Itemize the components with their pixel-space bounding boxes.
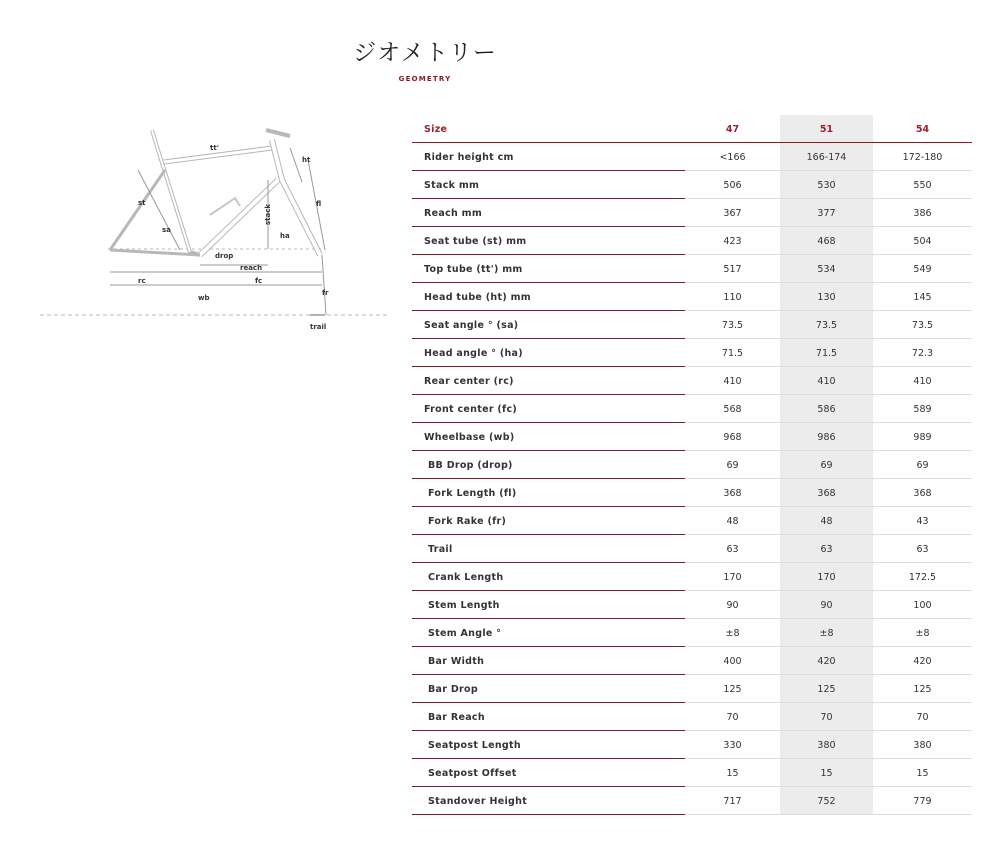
value-size-47: 568: [723, 403, 742, 415]
value-size-54: 43: [916, 515, 929, 527]
diagram-label-reach: reach: [240, 264, 263, 272]
row-label: Wheelbase (wb): [424, 431, 515, 443]
row-label: Seatpost Length: [428, 739, 521, 751]
diagram-label-st: st: [138, 199, 146, 207]
table-row: [412, 591, 972, 619]
table-row: [412, 619, 972, 647]
table-row: [412, 647, 972, 675]
row-label: Reach mm: [424, 207, 483, 219]
geometry-table: [412, 115, 972, 815]
value-size-51: 986: [817, 431, 836, 443]
row-label: BB Drop (drop): [428, 459, 513, 471]
value-size-47: 330: [723, 739, 742, 751]
value-size-51: ±8: [819, 627, 834, 639]
value-size-51: 170: [817, 571, 836, 583]
value-size-54: 70: [916, 711, 929, 723]
value-size-51: 530: [817, 179, 836, 191]
value-size-54: 504: [913, 235, 932, 247]
header-size-54: 54: [915, 123, 930, 135]
page-title: ジオメトリー: [353, 40, 497, 66]
row-label: Stem Length: [428, 599, 500, 611]
table-row: [412, 451, 972, 479]
value-size-47: 170: [723, 571, 742, 583]
row-label: Fork Length (fl): [428, 487, 517, 499]
table-row: [412, 367, 972, 395]
value-size-47: 110: [723, 291, 742, 303]
table-row: [412, 787, 972, 815]
diagram-label-wb: wb: [198, 294, 210, 302]
value-size-54: ±8: [915, 627, 930, 639]
value-size-51: 586: [817, 403, 836, 415]
value-size-47: 15: [726, 767, 739, 779]
value-size-54: 420: [913, 655, 932, 667]
table-row: [412, 311, 972, 339]
value-size-51: 380: [817, 739, 836, 751]
value-size-54: 172-180: [902, 151, 943, 163]
value-size-51: 166-174: [806, 151, 847, 163]
header-size-51: 51: [819, 123, 834, 135]
row-label: Fork Rake (fr): [428, 515, 507, 527]
value-size-47: 71.5: [721, 347, 744, 359]
value-size-51: 410: [817, 375, 836, 387]
table-row: [412, 227, 972, 255]
value-size-54: 386: [913, 207, 932, 219]
table-row: [412, 759, 972, 787]
row-label: Seat angle ° (sa): [424, 319, 519, 331]
value-size-54: 63: [916, 543, 929, 555]
value-size-47: 125: [723, 683, 742, 695]
value-size-47: 410: [723, 375, 742, 387]
table-row: [412, 339, 972, 367]
value-size-51: 90: [820, 599, 833, 611]
value-size-51: 125: [817, 683, 836, 695]
value-size-51: 63: [820, 543, 833, 555]
value-size-47: 70: [726, 711, 739, 723]
row-label: Front center (fc): [424, 403, 518, 415]
value-size-47: 717: [723, 795, 742, 807]
diagram-label-drop: drop: [215, 252, 234, 260]
value-size-54: 145: [913, 291, 932, 303]
value-size-51: 752: [817, 795, 836, 807]
value-size-47: 63: [726, 543, 739, 555]
value-size-54: 549: [913, 263, 932, 275]
value-size-54: 72.3: [911, 347, 934, 359]
value-size-51: 534: [817, 263, 836, 275]
table-row: [412, 395, 972, 423]
table-row: [412, 283, 972, 311]
value-size-51: 377: [817, 207, 836, 219]
value-size-51: 70: [820, 711, 833, 723]
row-label: Bar Reach: [428, 711, 485, 723]
diagram-label-fc: fc: [255, 277, 263, 285]
value-size-47: 73.5: [721, 319, 744, 331]
value-size-54: 368: [913, 487, 932, 499]
value-size-51: 73.5: [815, 319, 838, 331]
frame-geometry-diagram: [40, 110, 390, 335]
value-size-47: 968: [723, 431, 742, 443]
diagram-label-ht: ht: [302, 156, 311, 164]
row-label: Bar Width: [428, 655, 485, 667]
value-size-51: 15: [820, 767, 833, 779]
table-body: [412, 143, 972, 815]
value-size-51: 420: [817, 655, 836, 667]
table-row: [412, 199, 972, 227]
value-size-54: 172.5: [908, 571, 937, 583]
value-size-54: 410: [913, 375, 932, 387]
row-label: Bar Drop: [428, 683, 478, 695]
value-size-47: 48: [726, 515, 739, 527]
value-size-54: 15: [916, 767, 929, 779]
row-label: Head angle ° (ha): [424, 347, 523, 359]
value-size-47: 400: [723, 655, 742, 667]
value-size-47: 423: [723, 235, 742, 247]
header-size-label: Size: [424, 123, 448, 135]
value-size-54: 69: [916, 459, 929, 471]
diagram-label-sa: sa: [162, 226, 171, 234]
value-size-47: 368: [723, 487, 742, 499]
row-label: Seat tube (st) mm: [424, 235, 527, 247]
value-size-51: 468: [817, 235, 836, 247]
row-label: Stem Angle °: [428, 627, 502, 639]
table-row: [412, 731, 972, 759]
table-row: [412, 143, 972, 171]
diagram-label-fr: fr: [322, 289, 329, 297]
table-header-row: [412, 115, 972, 143]
table-row: [412, 171, 972, 199]
value-size-47: 367: [723, 207, 742, 219]
value-size-51: 71.5: [815, 347, 838, 359]
table-row: [412, 535, 972, 563]
value-size-51: 69: [820, 459, 833, 471]
row-label: Crank Length: [428, 571, 504, 583]
diagram-label-stack: stack: [264, 203, 272, 225]
value-size-47: 517: [723, 263, 742, 275]
value-size-54: 73.5: [911, 319, 934, 331]
row-label: Rear center (rc): [424, 375, 514, 387]
diagram-label-rc: rc: [138, 277, 146, 285]
table-row: [412, 507, 972, 535]
value-size-51: 48: [820, 515, 833, 527]
page-title-block: [340, 34, 510, 83]
value-size-54: 125: [913, 683, 932, 695]
diagram-label-ha: ha: [280, 232, 290, 240]
table-row: [412, 675, 972, 703]
value-size-54: 380: [913, 739, 932, 751]
table-row: [412, 479, 972, 507]
row-label: Head tube (ht) mm: [424, 291, 531, 303]
page-subtitle: GEOMETRY: [398, 75, 452, 83]
value-size-54: 989: [913, 431, 932, 443]
header-size-47: 47: [725, 123, 740, 135]
table-row: [412, 423, 972, 451]
table-row: [412, 255, 972, 283]
value-size-54: 589: [913, 403, 932, 415]
value-size-54: 779: [913, 795, 932, 807]
table-row: [412, 703, 972, 731]
value-size-51: 368: [817, 487, 836, 499]
value-size-47: <166: [719, 151, 746, 163]
row-label: Seatpost Offset: [428, 767, 517, 779]
value-size-54: 100: [913, 599, 932, 611]
value-size-51: 130: [817, 291, 836, 303]
table-row: [412, 563, 972, 591]
value-size-54: 550: [913, 179, 932, 191]
diagram-label-trail: trail: [310, 323, 327, 331]
row-label: Standover Height: [428, 795, 528, 807]
value-size-47: 69: [726, 459, 739, 471]
value-size-47: 506: [723, 179, 742, 191]
row-label: Rider height cm: [424, 151, 514, 163]
row-label: Trail: [428, 543, 453, 555]
value-size-47: 90: [726, 599, 739, 611]
row-label: Stack mm: [424, 179, 480, 191]
value-size-47: ±8: [725, 627, 740, 639]
diagram-label-fl: fl: [316, 200, 322, 208]
row-label: Top tube (tt') mm: [424, 263, 523, 275]
diagram-label-tt: tt': [210, 144, 219, 152]
